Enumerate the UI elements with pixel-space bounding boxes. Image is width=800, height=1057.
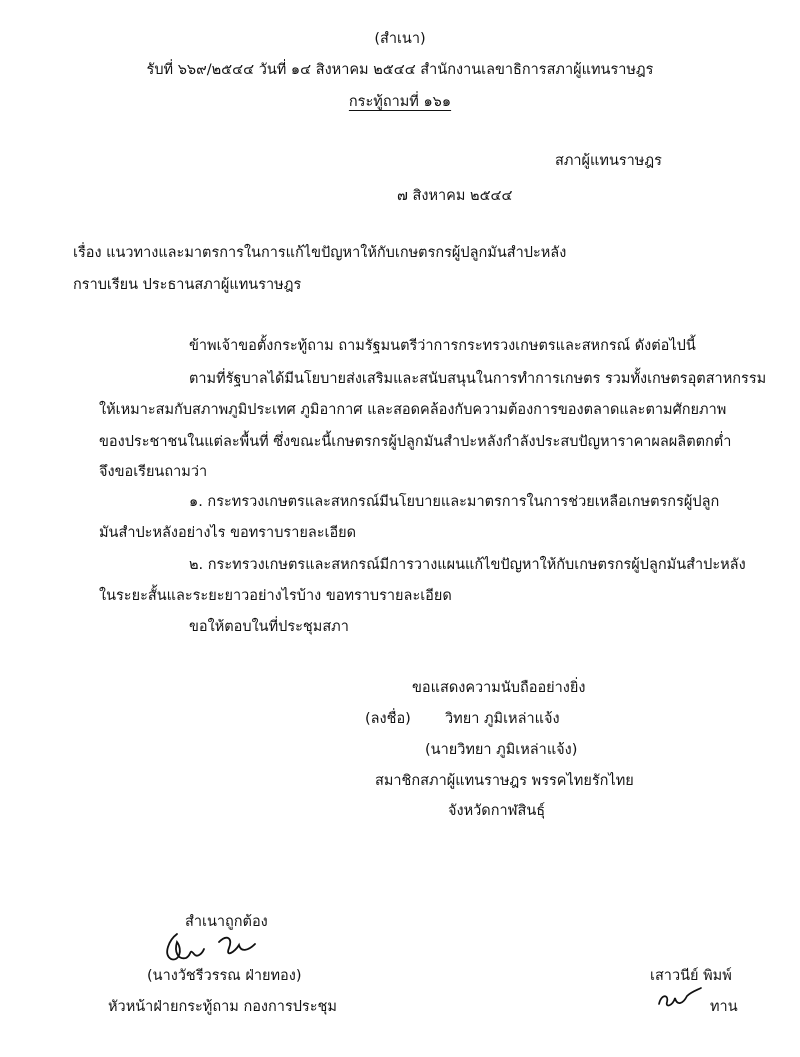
certifier-name: (นางวัชรีวรรณ ฝ่ายทอง)	[147, 968, 302, 984]
origin: สภาผู้แทนราษฎร	[555, 153, 662, 169]
receipt-line: รับที่ ๖๖๙/๒๕๔๔ วันที่ ๑๔ สิงหาคม ๒๕๔๔ สำนักงานเลขาธิการสภาผู้แทนราษฎร	[146, 62, 654, 78]
body-line: ให้เหมาะสมกับสภาพภูมิประเทศ ภูมิอากาศ และสอดคล้องกับความต้องการของตลาดและตามศักยภาพ	[99, 402, 727, 418]
copy-mark: (สำเนา)	[374, 31, 426, 47]
certifier-position: หัวหน้าฝ่ายกระทู้ถาม กองการประชุม	[108, 999, 337, 1015]
question-two: ๒. กระทรวงเกษตรและสหกรณ์มีการวางแผนแก้ไขปัญหาให้กับเกษตรกรผู้ปลูกมันสำปะหลัง	[189, 557, 746, 573]
checker-initials	[655, 988, 705, 1012]
typist-label: เสาวนีย์ พิมพ์	[650, 968, 732, 984]
question-number-text: กระทู้ถามที่ ๑๖๑	[348, 94, 452, 110]
document-date: ๗ สิงหาคม ๒๕๔๔	[397, 188, 513, 204]
closing-request: ขอให้ตอบในที่ประชุมสภา	[189, 619, 349, 635]
body-line: จึงขอเรียนถามว่า	[99, 464, 208, 480]
body-line: ตามที่รัฐบาลได้มีนโยบายส่งเสริมและสนับสนุนในการทำการเกษตร รวมทั้งเกษตรอุตสาหกรรม	[189, 371, 767, 387]
regards: ขอแสดงความนับถืออย่างยิ่ง	[412, 680, 586, 696]
full-name: (นายวิทยา ภูมิเหล่าแจ้ง)	[425, 742, 578, 758]
question-one: ๑. กระทรวงเกษตรและสหกรณ์มีนโยบายและมาตรการในการช่วยเหลือเกษตรกรผู้ปลูก	[189, 494, 720, 510]
question-two-cont: ในระยะสั้นและระยะยาวอย่างไรบ้าง ขอทราบรายละเอียด	[99, 588, 452, 604]
body-line: ของประชาชนในแต่ละพื้นที่ ซึ่งขณะนี้เกษตรกรผู้ปลูกมันสำปะหลังกำลังประสบปัญหาราคาผลผลิตตกต่ำ	[99, 434, 732, 450]
province: จังหวัดกาฬสินธุ์	[448, 803, 546, 819]
certification-label: สำเนาถูกต้อง	[185, 914, 268, 930]
subject: เรื่อง แนวทางและมาตรการในการแก้ไขปัญหาให้กับเกษตรกรผู้ปลูกมันสำปะหลัง	[73, 245, 567, 261]
question-one-cont: มันสำปะหลังอย่างไร ขอทราบรายละเอียด	[99, 525, 357, 541]
question-number	[0, 92, 800, 112]
signed-name: วิทยา ภูมิเหล่าแจ้ง	[445, 711, 560, 727]
checker-label: ทาน	[710, 999, 738, 1015]
intro-paragraph: ข้าพเจ้าขอตั้งกระทู้ถาม ถามรัฐมนตรีว่าการกระทรวงเกษตรและสหกรณ์ ดังต่อไปนี้	[189, 338, 696, 354]
signed-label: (ลงชื่อ)	[365, 711, 411, 727]
position: สมาชิกสภาผู้แทนราษฎร พรรคไทยรักไทย	[375, 773, 634, 789]
salutation: กราบเรียน ประธานสภาผู้แทนราษฎร	[73, 277, 302, 293]
